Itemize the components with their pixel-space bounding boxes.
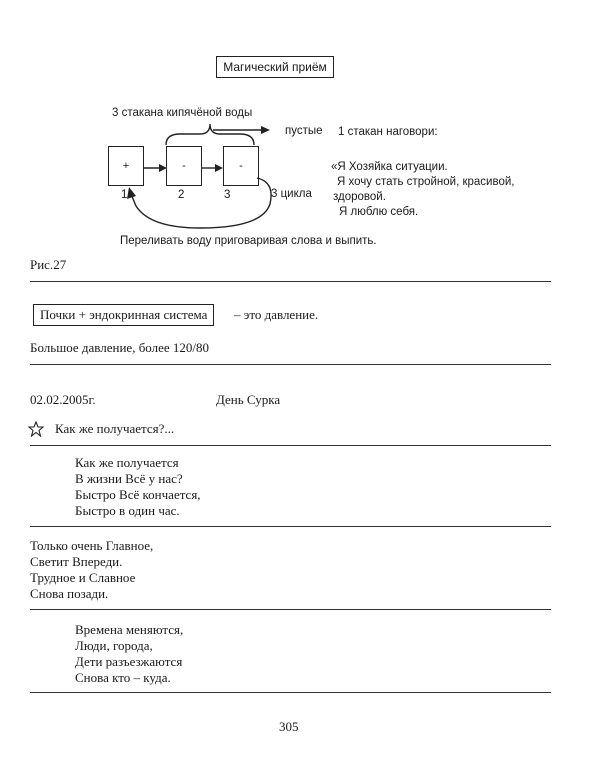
pressure-statement: – это давление. [234,307,319,322]
glass-sign: - [239,160,243,172]
top-label: 3 стакана кипячёной воды [112,107,253,119]
incantation-line: здоровой. [333,191,386,203]
incantation [331,160,514,220]
kidney-endocrine-box: Почки + эндокринная система [33,304,214,326]
page-number: 305 [279,719,299,734]
divider [30,609,551,610]
glass-sign: + [122,160,130,172]
divider [30,281,551,282]
glass-3 [223,146,259,186]
entry-date: 02.02.2005г. [30,392,96,407]
divider [30,692,551,693]
poem-line: Снова кто – куда. [75,670,171,685]
glass-sign: - [182,160,186,172]
incantation-line: «Я Хозяйка ситуации. [331,161,448,173]
figure-title: Магический приём [216,56,334,78]
empty-label: пустые [285,125,323,137]
poem-stanza-3 [75,622,183,686]
cycles-label: 3 цикла [271,188,312,200]
poem-line: Как же получается [75,455,179,470]
star-icon [28,421,44,437]
divider [30,445,551,446]
incantation-line: Я люблю себя. [339,206,419,218]
poem-line: Времена меняются, [75,622,184,637]
arrow-right-icon [261,126,270,134]
entry-title: День Сурка [216,392,281,407]
poem-line: Снова позади. [30,586,109,601]
glass-1 [108,146,144,186]
one-glass-label: 1 стакан наговори: [338,126,438,138]
arrow-right-icon [215,164,223,172]
glass-number-2: 2 [178,189,185,201]
instruction: Переливать воду приговаривая слова и выпить. [120,235,377,247]
divider [30,364,551,365]
poem-stanza-1 [75,455,201,519]
high-pressure: Большое давление, более 120/80 [30,340,210,355]
poem-line: Трудное и Славное [30,570,136,585]
brace-icon [166,124,254,145]
figure-caption: Рис.27 [30,257,67,272]
glass-2 [166,146,202,186]
glass-number-3: 3 [224,189,231,201]
incantation-line: Я хочу стать стройной, красивой, [337,176,515,188]
arrow-up-icon [127,187,136,199]
poem-stanza-2 [30,538,153,602]
poem-line: Только очень Главное, [30,538,154,553]
poem-line: Быстро в один час. [75,503,180,518]
poem-line: Люди, города, [75,638,153,653]
poem-line: Быстро Всё кончается, [75,487,201,502]
poem-line: В жизни Всё у нас? [75,471,183,486]
poem-line: Дети разъезжаются [75,654,183,669]
glass-number-1: 1 [121,189,128,201]
entry-question: Как же получается?... [55,421,175,436]
poem-line: Светит Впереди. [30,554,123,569]
divider [30,526,551,527]
